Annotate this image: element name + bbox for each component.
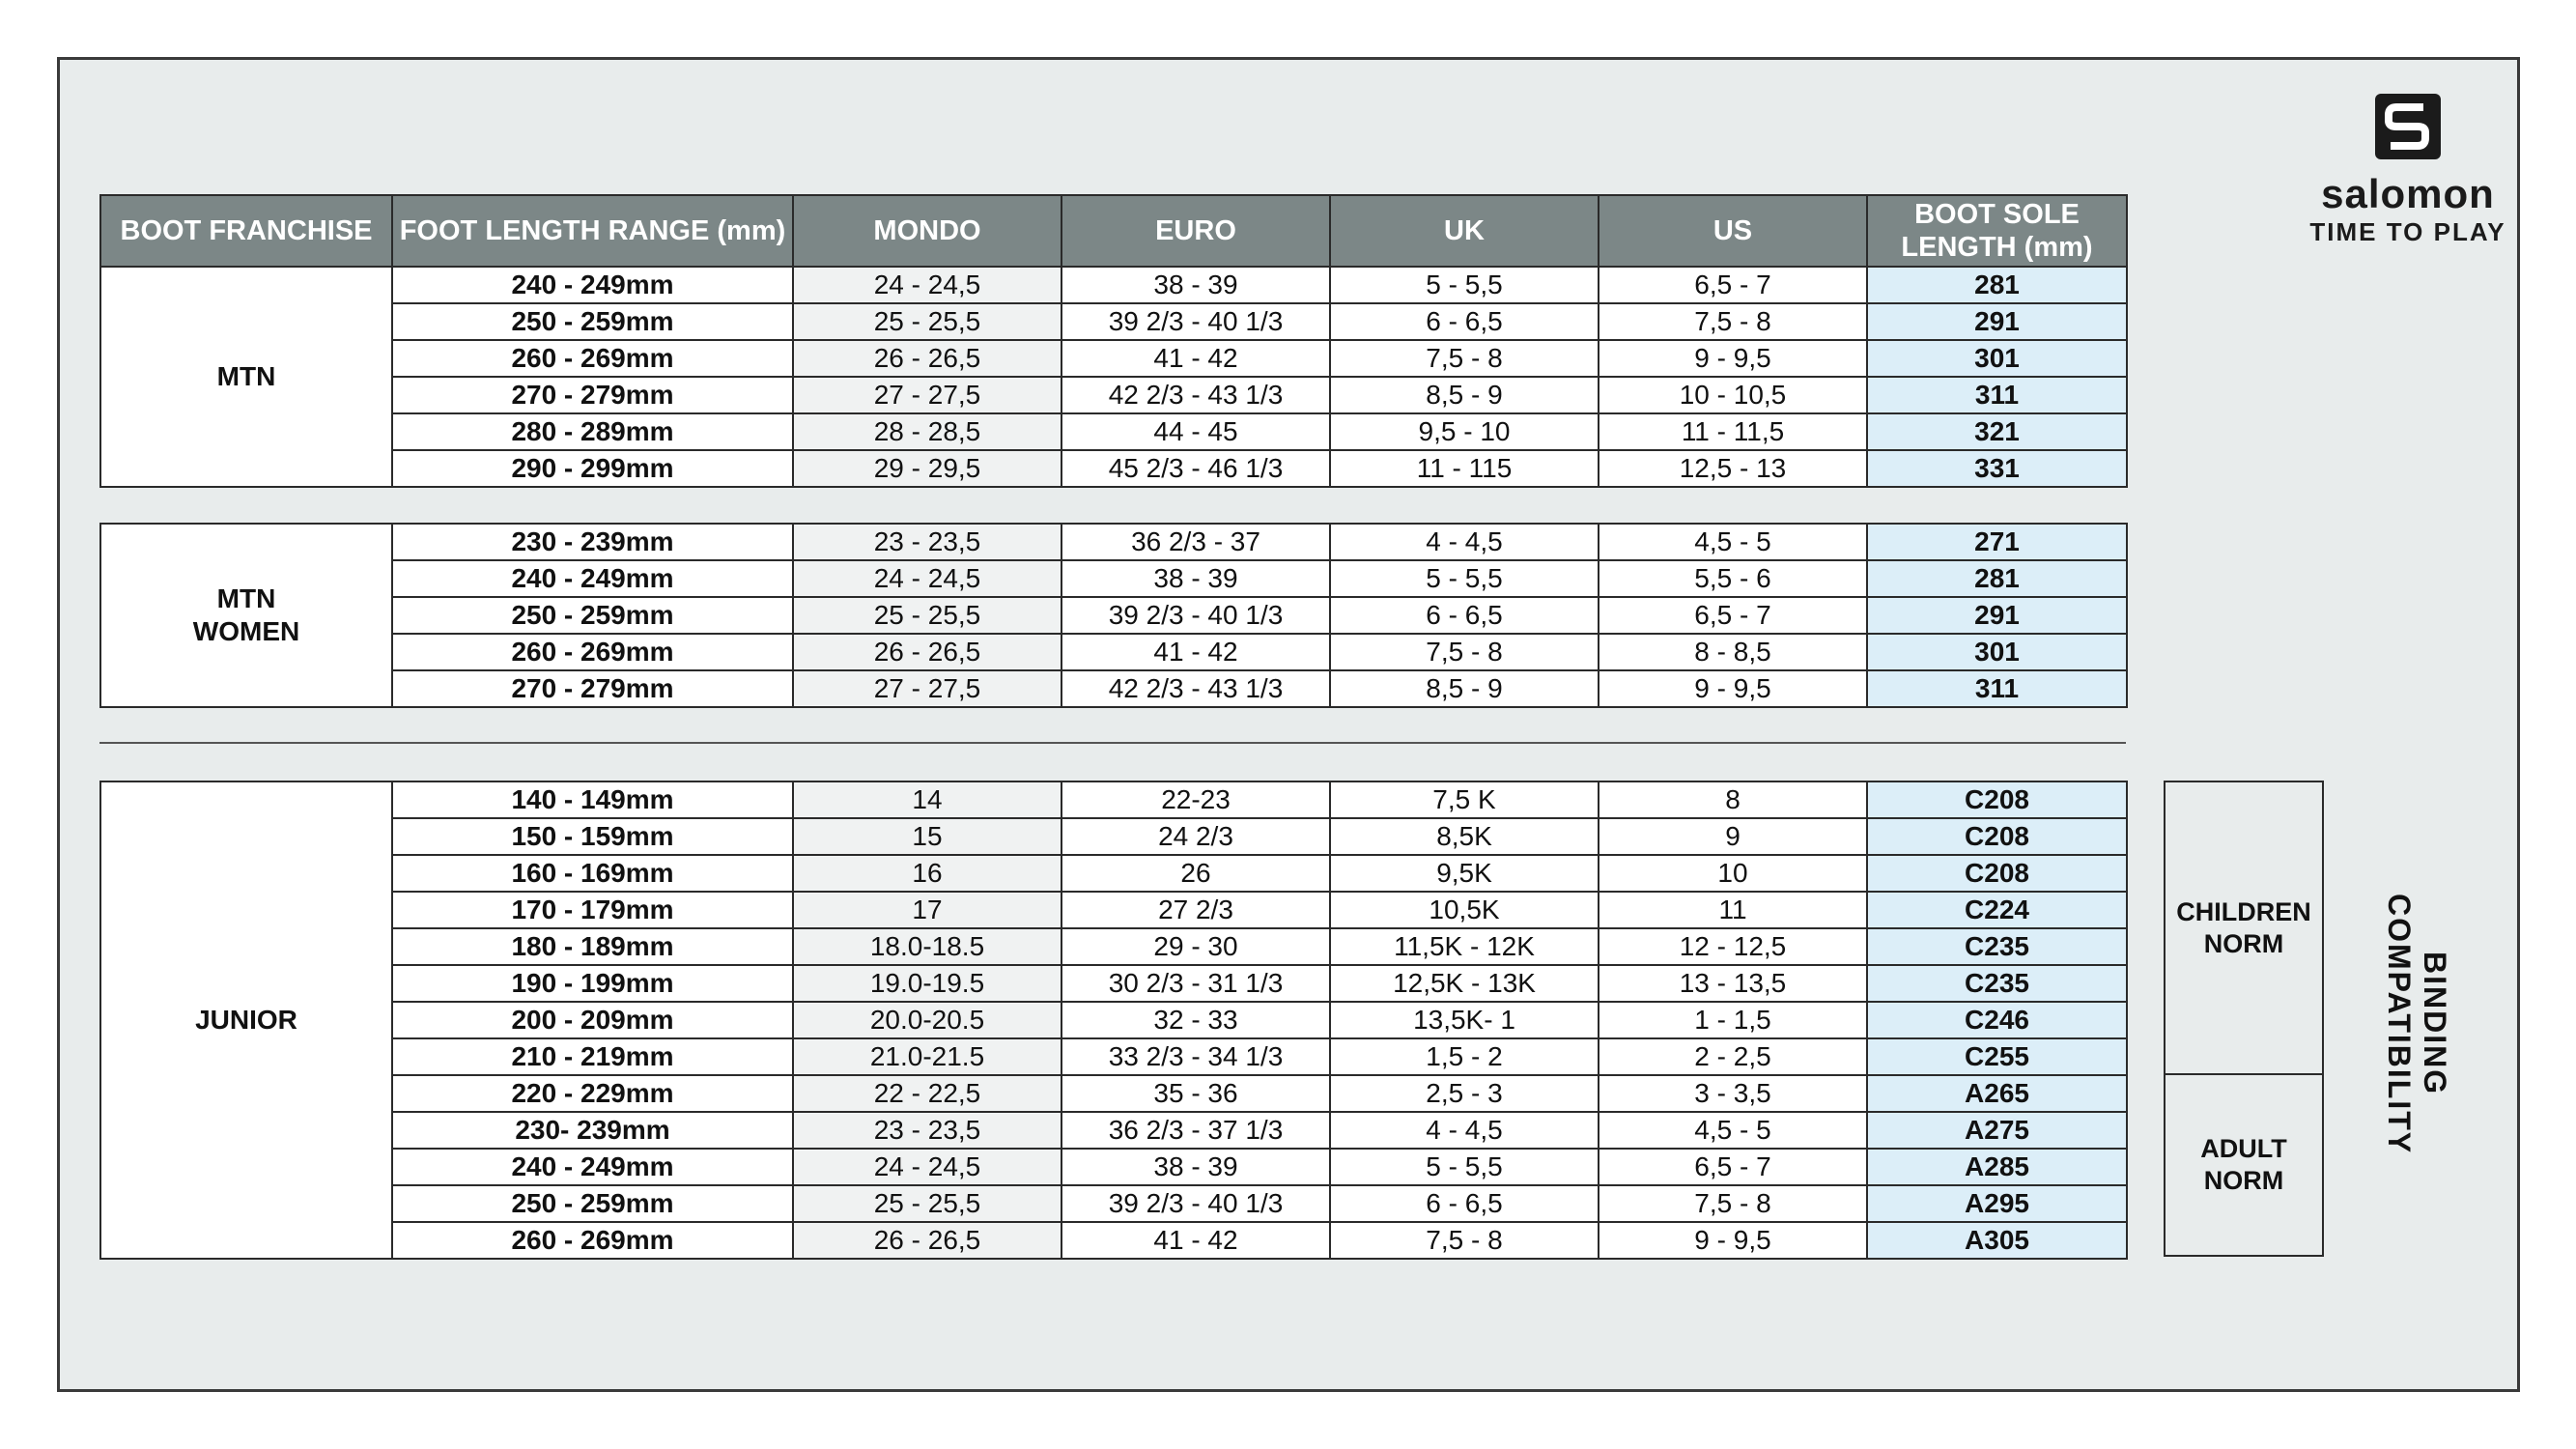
euro-cell: 41 - 42 [1062,634,1330,670]
boot-sole-cell: C246 [1867,1002,2127,1038]
us-cell: 9 [1599,818,1867,855]
mondo-cell: 29 - 29,5 [793,450,1062,487]
us-cell: 12,5 - 13 [1599,450,1867,487]
section-divider [99,742,2126,744]
euro-cell: 42 2/3 - 43 1/3 [1062,670,1330,707]
mondo-cell: 19.0-19.5 [793,965,1062,1002]
us-cell: 8 [1599,781,1867,818]
junior-size-table [99,781,2128,1260]
us-cell: 10 [1599,855,1867,892]
franchise-cell [100,524,392,707]
mondo-cell: 24 - 24,5 [793,1149,1062,1185]
uk-cell: 5 - 5,5 [1330,560,1599,597]
uk-cell: 1,5 - 2 [1330,1038,1599,1075]
table-row [100,1002,2127,1038]
uk-cell: 6 - 6,5 [1330,1185,1599,1222]
us-cell: 13 - 13,5 [1599,965,1867,1002]
table-row [100,1222,2127,1259]
foot-length-cell: 260 - 269mm [392,1222,793,1259]
euro-cell: 35 - 36 [1062,1075,1330,1112]
boot-sole-cell: A305 [1867,1222,2127,1259]
mondo-cell: 23 - 23,5 [793,1112,1062,1149]
us-cell: 4,5 - 5 [1599,1112,1867,1149]
table-row [100,928,2127,965]
mondo-cell: 24 - 24,5 [793,560,1062,597]
franchise-cell [100,267,392,487]
uk-cell: 5 - 5,5 [1330,267,1599,303]
foot-length-cell: 220 - 229mm [392,1075,793,1112]
table-row [100,303,2127,340]
boot-sole-cell: 281 [1867,560,2127,597]
header-foot-length: FOOT LENGTH RANGE (mm) [392,195,793,267]
table-row [100,340,2127,377]
mondo-cell: 25 - 25,5 [793,303,1062,340]
uk-cell: 5 - 5,5 [1330,1149,1599,1185]
boot-sole-cell: C235 [1867,965,2127,1002]
foot-length-cell: 190 - 199mm [392,965,793,1002]
table-row [100,524,2127,560]
binding-norm-table [2164,781,2324,1257]
foot-length-cell: 240 - 249mm [392,267,793,303]
foot-length-cell: 210 - 219mm [392,1038,793,1075]
foot-length-cell: 140 - 149mm [392,781,793,818]
uk-cell: 8,5 - 9 [1330,377,1599,413]
mondo-cell: 18.0-18.5 [793,928,1062,965]
foot-length-cell: 150 - 159mm [392,818,793,855]
foot-length-cell: 180 - 189mm [392,928,793,965]
us-cell: 7,5 - 8 [1599,1185,1867,1222]
euro-cell: 39 2/3 - 40 1/3 [1062,597,1330,634]
foot-length-cell: 170 - 179mm [392,892,793,928]
boot-sole-cell: C235 [1867,928,2127,965]
mondo-cell: 23 - 23,5 [793,524,1062,560]
table-row [100,670,2127,707]
foot-length-cell: 160 - 169mm [392,855,793,892]
euro-cell: 39 2/3 - 40 1/3 [1062,1185,1330,1222]
table-row [100,965,2127,1002]
table-row [100,377,2127,413]
table-row [100,597,2127,634]
salomon-s-icon [2373,92,2443,161]
mondo-cell: 27 - 27,5 [793,670,1062,707]
adult-norm-label-2: NORM [2203,1166,2284,1195]
header-us: US [1599,195,1867,267]
table-row [100,1112,2127,1149]
euro-cell: 45 2/3 - 46 1/3 [1062,450,1330,487]
foot-length-cell: 200 - 209mm [392,1002,793,1038]
adult-norm-label-1: ADULT [2200,1134,2287,1163]
children-norm-label-2: NORM [2203,928,2284,958]
euro-cell: 38 - 39 [1062,560,1330,597]
boot-sole-cell: 291 [1867,597,2127,634]
binding-compatibility-title: BINDING COMPATIBILITY [2382,893,2452,1155]
boot-sole-cell: C208 [1867,818,2127,855]
foot-length-cell: 250 - 259mm [392,597,793,634]
us-cell: 1 - 1,5 [1599,1002,1867,1038]
uk-cell: 11,5K - 12K [1330,928,1599,965]
uk-cell: 7,5 - 8 [1330,634,1599,670]
boot-sole-cell: C208 [1867,855,2127,892]
mondo-cell: 20.0-20.5 [793,1002,1062,1038]
boot-sole-cell: C224 [1867,892,2127,928]
boot-sole-cell: A285 [1867,1149,2127,1185]
boot-sole-cell: 311 [1867,670,2127,707]
adult-norm-cell [2165,1074,2323,1256]
foot-length-cell: 270 - 279mm [392,377,793,413]
us-cell: 8 - 8,5 [1599,634,1867,670]
us-cell: 9 - 9,5 [1599,670,1867,707]
franchise-cell [100,781,392,1259]
uk-cell: 7,5 - 8 [1330,1222,1599,1259]
salomon-logo [2268,92,2548,247]
mondo-cell: 26 - 26,5 [793,340,1062,377]
mondo-cell: 14 [793,781,1062,818]
mondo-cell: 26 - 26,5 [793,1222,1062,1259]
mtn-size-table [99,194,2128,488]
foot-length-cell: 240 - 249mm [392,560,793,597]
boot-sole-cell: A295 [1867,1185,2127,1222]
franchise-label: MTN [216,361,276,391]
mondo-cell: 24 - 24,5 [793,267,1062,303]
foot-length-cell: 260 - 269mm [392,340,793,377]
uk-cell: 6 - 6,5 [1330,597,1599,634]
us-cell: 6,5 - 7 [1599,597,1867,634]
euro-cell: 36 2/3 - 37 1/3 [1062,1112,1330,1149]
foot-length-cell: 270 - 279mm [392,670,793,707]
us-cell: 9 - 9,5 [1599,340,1867,377]
boot-sole-cell: A265 [1867,1075,2127,1112]
boot-sole-cell: 301 [1867,340,2127,377]
us-cell: 11 - 11,5 [1599,413,1867,450]
uk-cell: 4 - 4,5 [1330,524,1599,560]
mondo-cell: 22 - 22,5 [793,1075,1062,1112]
us-cell: 5,5 - 6 [1599,560,1867,597]
table-row [100,1075,2127,1112]
mondo-cell: 25 - 25,5 [793,597,1062,634]
brand-name: salomon [2321,171,2495,216]
euro-cell: 33 2/3 - 34 1/3 [1062,1038,1330,1075]
euro-cell: 42 2/3 - 43 1/3 [1062,377,1330,413]
foot-length-cell: 260 - 269mm [392,634,793,670]
us-cell: 9 - 9,5 [1599,1222,1867,1259]
us-cell: 6,5 - 7 [1599,1149,1867,1185]
mondo-cell: 17 [793,892,1062,928]
mondo-cell: 28 - 28,5 [793,413,1062,450]
table-row [100,1038,2127,1075]
franchise-label-1: MTN [216,583,276,613]
header-row [100,195,2127,267]
boot-sole-cell: C208 [1867,781,2127,818]
euro-cell: 32 - 33 [1062,1002,1330,1038]
table-row [100,1185,2127,1222]
uk-cell: 9,5K [1330,855,1599,892]
boot-sole-cell: C255 [1867,1038,2127,1075]
uk-cell: 2,5 - 3 [1330,1075,1599,1112]
euro-cell: 29 - 30 [1062,928,1330,965]
table-row [100,781,2127,818]
foot-length-cell: 240 - 249mm [392,1149,793,1185]
euro-cell: 41 - 42 [1062,340,1330,377]
euro-cell: 36 2/3 - 37 [1062,524,1330,560]
foot-length-cell: 290 - 299mm [392,450,793,487]
header-uk: UK [1330,195,1599,267]
boot-sole-cell: 331 [1867,450,2127,487]
uk-cell: 6 - 6,5 [1330,303,1599,340]
us-cell: 2 - 2,5 [1599,1038,1867,1075]
us-cell: 10 - 10,5 [1599,377,1867,413]
euro-cell: 30 2/3 - 31 1/3 [1062,965,1330,1002]
uk-cell: 8,5K [1330,818,1599,855]
euro-cell: 38 - 39 [1062,1149,1330,1185]
uk-cell: 13,5K- 1 [1330,1002,1599,1038]
franchise-label-2: WOMEN [192,616,300,646]
table-row [100,818,2127,855]
uk-cell: 11 - 115 [1330,450,1599,487]
euro-cell: 39 2/3 - 40 1/3 [1062,303,1330,340]
uk-cell: 7,5 K [1330,781,1599,818]
euro-cell: 41 - 42 [1062,1222,1330,1259]
header-mondo: MONDO [793,195,1062,267]
euro-cell: 27 2/3 [1062,892,1330,928]
mondo-cell: 27 - 27,5 [793,377,1062,413]
foot-length-cell: 250 - 259mm [392,1185,793,1222]
table-row [100,1149,2127,1185]
boot-sole-cell: 301 [1867,634,2127,670]
us-cell: 6,5 - 7 [1599,267,1867,303]
table-row [100,450,2127,487]
foot-length-cell: 230 - 239mm [392,524,793,560]
table-row [100,892,2127,928]
table-row [100,634,2127,670]
table-row [100,855,2127,892]
uk-cell: 10,5K [1330,892,1599,928]
table-row [100,560,2127,597]
us-cell: 4,5 - 5 [1599,524,1867,560]
mtn-women-size-table [99,523,2128,708]
boot-sole-cell: 281 [1867,267,2127,303]
mondo-cell: 26 - 26,5 [793,634,1062,670]
mondo-cell: 21.0-21.5 [793,1038,1062,1075]
euro-cell: 44 - 45 [1062,413,1330,450]
uk-cell: 9,5 - 10 [1330,413,1599,450]
boot-sole-cell: A275 [1867,1112,2127,1149]
us-cell: 7,5 - 8 [1599,303,1867,340]
foot-length-cell: 250 - 259mm [392,303,793,340]
header-euro: EURO [1062,195,1330,267]
mondo-cell: 15 [793,818,1062,855]
uk-cell: 12,5K - 13K [1330,965,1599,1002]
uk-cell: 4 - 4,5 [1330,1112,1599,1149]
euro-cell: 24 2/3 [1062,818,1330,855]
mondo-cell: 16 [793,855,1062,892]
boot-sole-cell: 291 [1867,303,2127,340]
franchise-label: JUNIOR [195,1005,297,1035]
children-norm-cell [2165,781,2323,1074]
boot-sole-cell: 311 [1867,377,2127,413]
us-cell: 12 - 12,5 [1599,928,1867,965]
header-boot-franchise: BOOT FRANCHISE [100,195,392,267]
table-row [100,267,2127,303]
boot-sole-cell: 271 [1867,524,2127,560]
mondo-cell: 25 - 25,5 [793,1185,1062,1222]
header-boot-sole-length: BOOT SOLE LENGTH (mm) [1867,195,2127,267]
us-cell: 3 - 3,5 [1599,1075,1867,1112]
euro-cell: 22-23 [1062,781,1330,818]
boot-sole-cell: 321 [1867,413,2127,450]
uk-cell: 7,5 - 8 [1330,340,1599,377]
euro-cell: 26 [1062,855,1330,892]
table-row [100,413,2127,450]
brand-tagline: TIME TO PLAY [2309,217,2506,246]
uk-cell: 8,5 - 9 [1330,670,1599,707]
foot-length-cell: 230- 239mm [392,1112,793,1149]
us-cell: 11 [1599,892,1867,928]
foot-length-cell: 280 - 289mm [392,413,793,450]
children-norm-label-1: CHILDREN [2176,896,2311,926]
euro-cell: 38 - 39 [1062,267,1330,303]
